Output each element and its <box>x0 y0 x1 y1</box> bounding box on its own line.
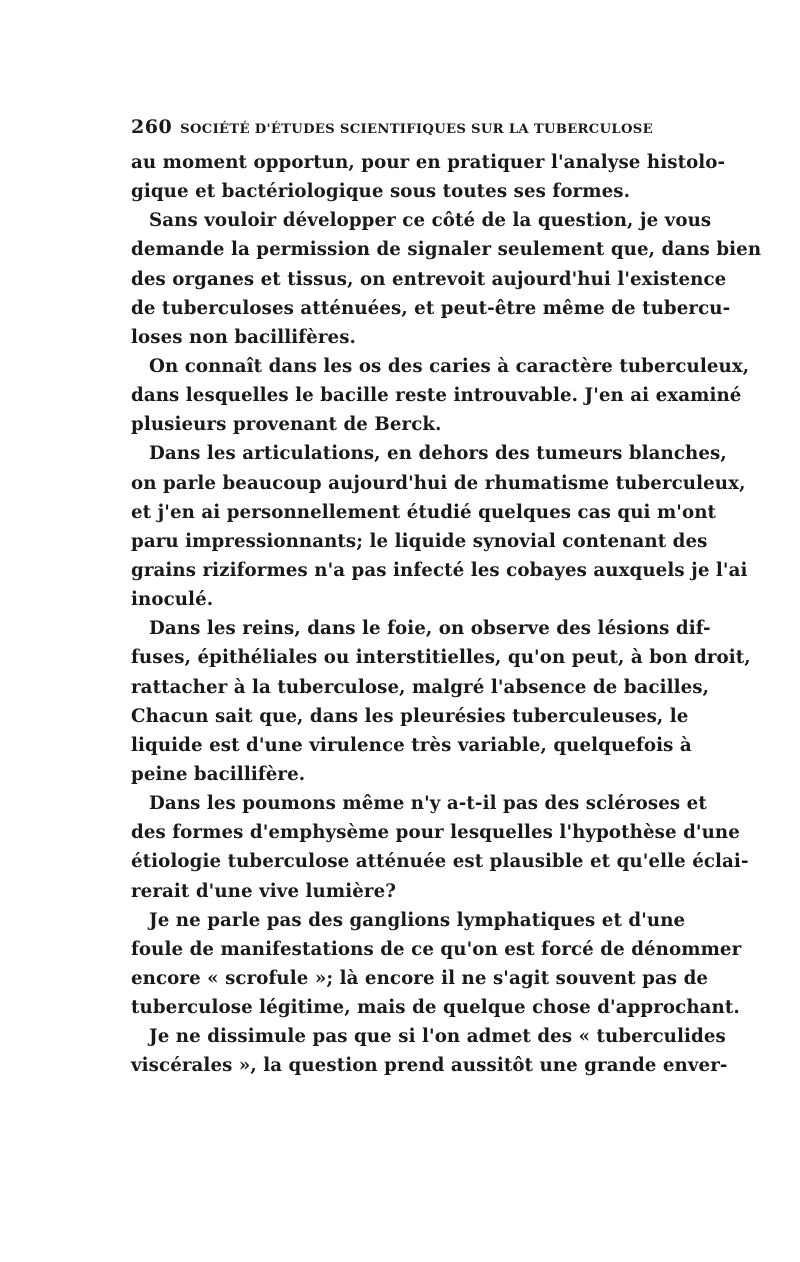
paragraph <box>131 439 748 614</box>
text-line: On connaît dans les os des caries à caractère tuberculeux, <box>149 355 750 377</box>
text-line: des formes d'emphysème pour lesquelles l'hypothèse d'une <box>131 822 740 844</box>
text-line: étiologie tuberculose atténuée est plausible et qu'elle éclai- <box>131 851 749 873</box>
text-line: Je ne parle pas des ganglions lymphatiques et d'une <box>149 909 686 931</box>
text-line: inoculé. <box>131 589 214 611</box>
paragraph <box>131 148 726 206</box>
text-line: Chacun sait que, dans les pleurésies tuberculeuses, le <box>131 705 689 727</box>
paragraph <box>131 352 750 439</box>
running-title: SOCIÉTÉ D'ÉTUDES SCIENTIFIQUES SUR LA TUBERCULOSE <box>180 122 653 137</box>
text-line: paru impressionnants; le liquide synovial contenant des <box>131 530 708 552</box>
text-line: encore « scrofule »; là encore il ne s'agit souvent pas de <box>131 967 709 989</box>
paragraph <box>131 614 751 789</box>
text-line: au moment opportun, pour en pratiquer l'analyse histolo- <box>131 152 726 173</box>
text-line: on parle beaucoup aujourd'hui de rhumatisme tuberculeux, <box>131 472 746 494</box>
text-line: Dans les articulations, en dehors des tumeurs blanches, <box>149 443 727 465</box>
text-line: dans lesquelles le bacille reste introuvable. J'en ai examiné <box>131 385 742 407</box>
text-line: rattacher à la tuberculose, malgré l'absence de bacilles, <box>131 676 710 698</box>
text-line: peine bacillifère. <box>131 763 306 785</box>
text-line: fuses, épithéliales ou interstitielles, qu'on peut, à bon droit, <box>131 647 751 669</box>
text-line: loses non bacillifères. <box>131 326 356 348</box>
page-number: 260 <box>131 116 173 138</box>
paragraph <box>131 206 762 352</box>
text-line: Dans les reins, dans le foie, on observe des lésions dif- <box>149 618 711 640</box>
text-line: liquide est d'une virulence très variable, quelquefois à <box>131 734 692 756</box>
paragraph <box>131 1022 728 1080</box>
text-line: tuberculose légitime, mais de quelque chose d'approchant. <box>131 997 740 1019</box>
text-line: grains riziformes n'a pas infecté les cobayes auxquels je l'ai <box>131 559 748 581</box>
body-text <box>131 148 762 1081</box>
page-header <box>131 116 671 138</box>
text-line: Dans les poumons même n'y a-t-il pas des scléroses et <box>149 793 707 815</box>
text-line: Je ne dissimule pas que si l'on admet des « tuberculides <box>149 1026 726 1048</box>
text-line: foule de manifestations de ce qu'on est forcé de dénommer <box>131 938 742 960</box>
text-line: plusieurs provenant de Berck. <box>131 414 442 436</box>
paragraph <box>131 906 742 1023</box>
text-line: viscérales », la question prend aussitôt une grande enver- <box>131 1055 728 1077</box>
text-line: des organes et tissus, on entrevoit aujourd'hui l'existence <box>131 268 727 290</box>
text-line: Sans vouloir développer ce côté de la question, je vous <box>149 210 712 232</box>
text-line: de tuberculoses atténuées, et peut-être même de tubercu- <box>131 297 731 319</box>
text-line: et j'en ai personnellement étudié quelques cas qui m'ont <box>131 501 717 523</box>
text-line: demande la permission de signaler seulement que, dans bien <box>131 239 762 261</box>
paragraph <box>131 789 749 906</box>
text-line: rerait d'une vive lumière? <box>131 880 397 902</box>
text-line: gique et bactériologique sous toutes ses formes. <box>131 181 631 203</box>
